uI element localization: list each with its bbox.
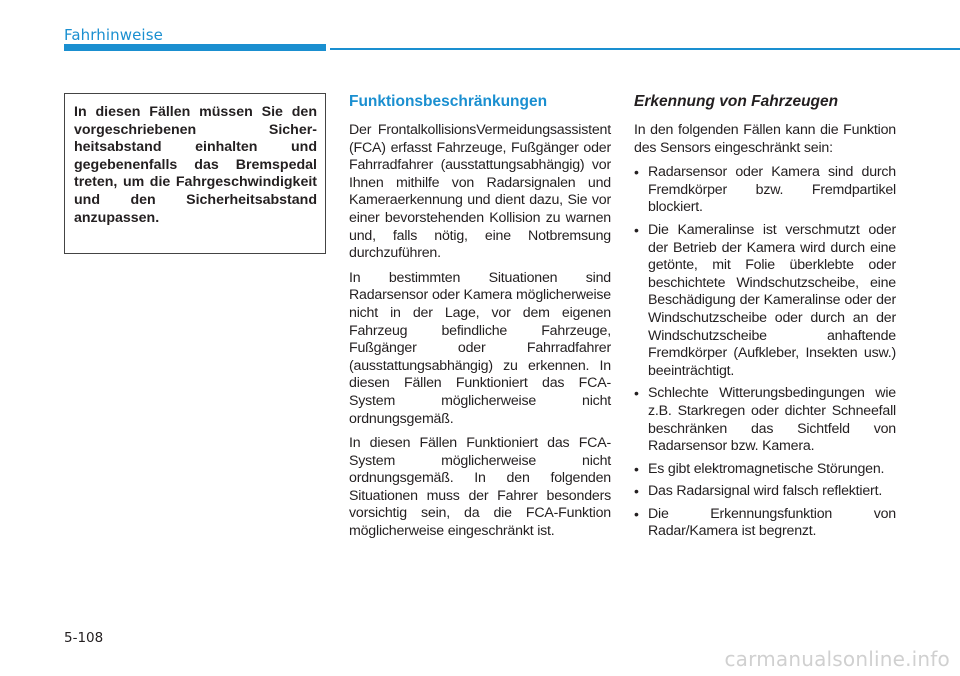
bullet-icon: • (634, 385, 639, 402)
list-item-text: Schlechte Witterungsbedingungen wie z.B. Starkregen oder dichter Schneefall beschränken das Sichtfeld von Radarsensor bzw. Kamera. (648, 385, 896, 455)
bullet-icon: • (634, 483, 639, 500)
paragraph: In diesen Fällen Funktioniert das FCA-System möglicherweise nicht ordnungsgemäß. In den folgenden Situationen muss der Fahrer besonders vorsichtig sein, da die FCA-Funktion möglicherweise eingeschränkt ist. (349, 435, 611, 540)
header-rule (330, 48, 960, 50)
page-number: 5-108 (64, 630, 104, 646)
list-item (634, 222, 896, 380)
list-item-text: Es gibt elektromagnetische Störungen. (648, 460, 885, 477)
bullet-icon: • (634, 221, 639, 238)
middle-column (349, 92, 611, 548)
bullet-icon: • (634, 505, 639, 522)
list-item-text: Radarsensor oder Kamera sind durch Fremdkörper bzw. Fremdpartikel blockiert. (648, 164, 896, 216)
list-item (634, 385, 896, 455)
list-item (634, 461, 896, 479)
heading-erkennung-von-fahrzeugen: Erkennung von Fahrzeugen (634, 93, 839, 110)
header-bar (64, 44, 326, 51)
limitation-list (634, 164, 896, 541)
intro-paragraph: In den folgenden Fällen kann die Funktion des Sensors eingeschränkt sein: (634, 122, 896, 156)
right-column (634, 92, 896, 546)
paragraph: In bestimmten Situationen sind Radarsensor oder Kamera möglicherweise nicht in der Lage, vor dem eigenen Fahrzeug befindliche Fahrzeuge, Fußgänger oder Fahrradfahrer (ausstattungsabhängig) zu erkennen. In diesen Fällen Funktioniert das FCA-System möglicherweise nicht ordnungsgemäß. (349, 269, 611, 427)
list-item (634, 483, 896, 501)
bullet-icon: • (634, 460, 639, 477)
caution-note-box (64, 93, 326, 254)
list-item-text: Das Radarsignal wird falsch reflektiert. (648, 483, 883, 500)
section-title: Fahrhinweise (64, 26, 163, 44)
bullet-icon: • (634, 164, 639, 181)
list-item (634, 164, 896, 217)
paragraph: Der FrontalkollisionsVermeidungsassistent (FCA) erfasst Fahrzeuge, Fußgänger oder Fahrradfahrer (ausstattungsabhängig) vor Ihnen mithilfe von Radarsignalen und Kameraerkennung und dient dazu, Sie vor einer bevorstehenden Kollision zu warnen und, falls nötig, eine Notbremsung durchzuführen. (349, 122, 611, 262)
list-item-text: Die Kameralinse ist verschmutzt oder der Betrieb der Kamera wird durch eine getönte, mit Folie überklebte oder beschichtete Windschutzscheibe, eine Beschädigung der Kameralinse oder der Windschutzscheibe oder durch an der Windschutzscheibe anhaftende Fremdkörper (Aufkleber, Insekten usw.) beeinträchtigt. (648, 221, 896, 379)
list-item (634, 506, 896, 541)
caution-note-text: In diesen Fällen müssen Sie den vorgeschriebenen Sicherheitsabstand einhalten und gegebenenfalls das Bremspedal treten, um die Fahrgeschwindigkeit und den Sicherheitsabstand anzupassen. (74, 104, 317, 226)
watermark: carmanualsonline.info (724, 647, 950, 671)
list-item-text: Die Erkennungsfunktion von Radar/Kamera ist begrenzt. (648, 505, 896, 540)
heading-funktionsbeschraenkungen: Funktionsbeschränkungen (349, 93, 548, 110)
